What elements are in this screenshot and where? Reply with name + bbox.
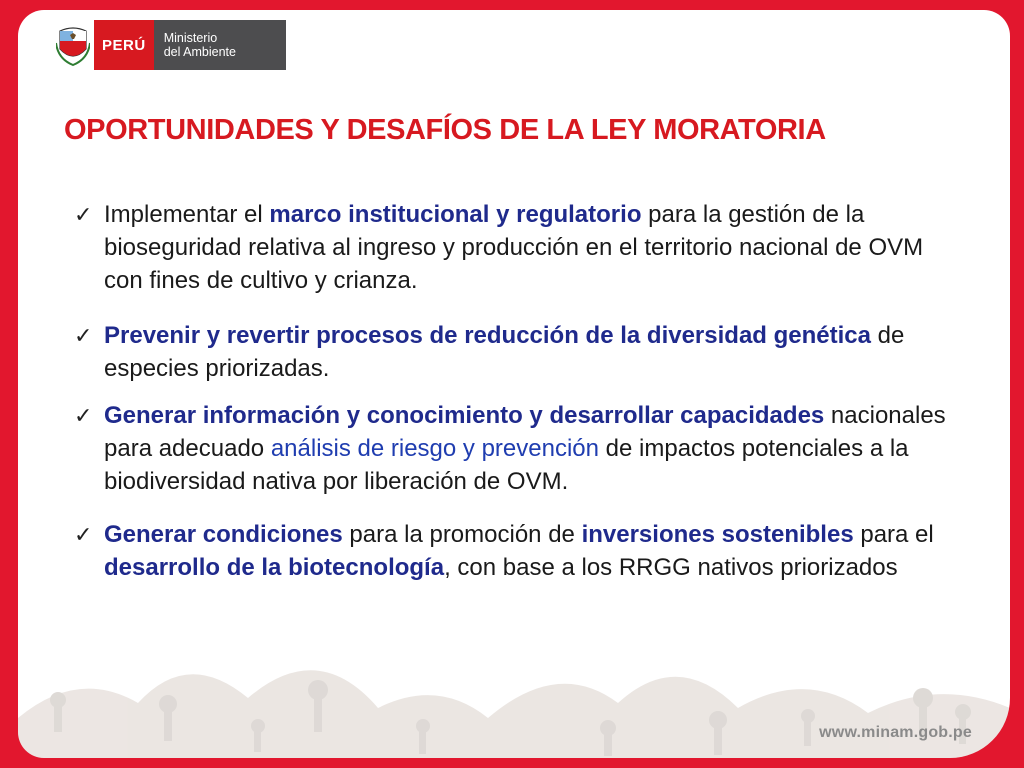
footer-url: www.minam.gob.pe [819, 724, 972, 741]
bullet-text: de impactos potenciales a la biodiversidad nativa por liberación de OVM. [104, 435, 909, 495]
bullet-item [72, 198, 962, 297]
bullet-text: , con base a los RRGG nativos priorizados [444, 554, 898, 581]
ministry-line-1: Ministerio [163, 31, 218, 45]
bullet-text: Implementar el [104, 201, 270, 228]
coat-of-arms-icon [52, 20, 94, 70]
bullet-emphasis: Prevenir y revertir procesos de reducción de la diversidad genética [104, 322, 871, 349]
peru-label: PERÚ [94, 20, 154, 70]
bullet-text: nacionales para adecuado [104, 402, 946, 462]
bullet-emphasis: desarrollo de la biotecnología [104, 554, 445, 581]
slide [18, 10, 1010, 758]
bullet-text: para la promoción de [342, 521, 582, 548]
ministry-line-2: del Ambiente [163, 45, 236, 59]
bullet-item [72, 399, 962, 498]
check-icon: ✓ [74, 202, 93, 227]
bullet-text: para el [853, 521, 934, 548]
bullet-text: de especies priorizadas. [104, 322, 905, 382]
check-icon: ✓ [74, 522, 93, 547]
check-icon: ✓ [74, 403, 93, 428]
bullet-emphasis: inversiones sostenibles [581, 521, 854, 548]
bullet-emphasis: marco institucional y regulatorio [269, 201, 642, 228]
bullet-emphasis: Generar condiciones [104, 521, 343, 548]
bullet-list [72, 198, 962, 598]
ministry-name [154, 20, 286, 70]
bullet-item [72, 518, 962, 584]
bullet-item [72, 319, 962, 385]
ministry-logo [52, 20, 286, 70]
bullet-text: para la gestión de la bioseguridad relativa al ingreso y producción en el territorio nacional de OVM con fines de cultivo y crianza. [104, 201, 924, 294]
bullet-emphasis: Generar información y conocimiento y desarrollar capacidades [104, 402, 825, 429]
slide-title: OPORTUNIDADES Y DESAFÍOS DE LA LEY MORATORIA [64, 114, 826, 146]
bullet-highlight: análisis de riesgo y prevención [270, 435, 599, 462]
check-icon: ✓ [74, 323, 93, 348]
